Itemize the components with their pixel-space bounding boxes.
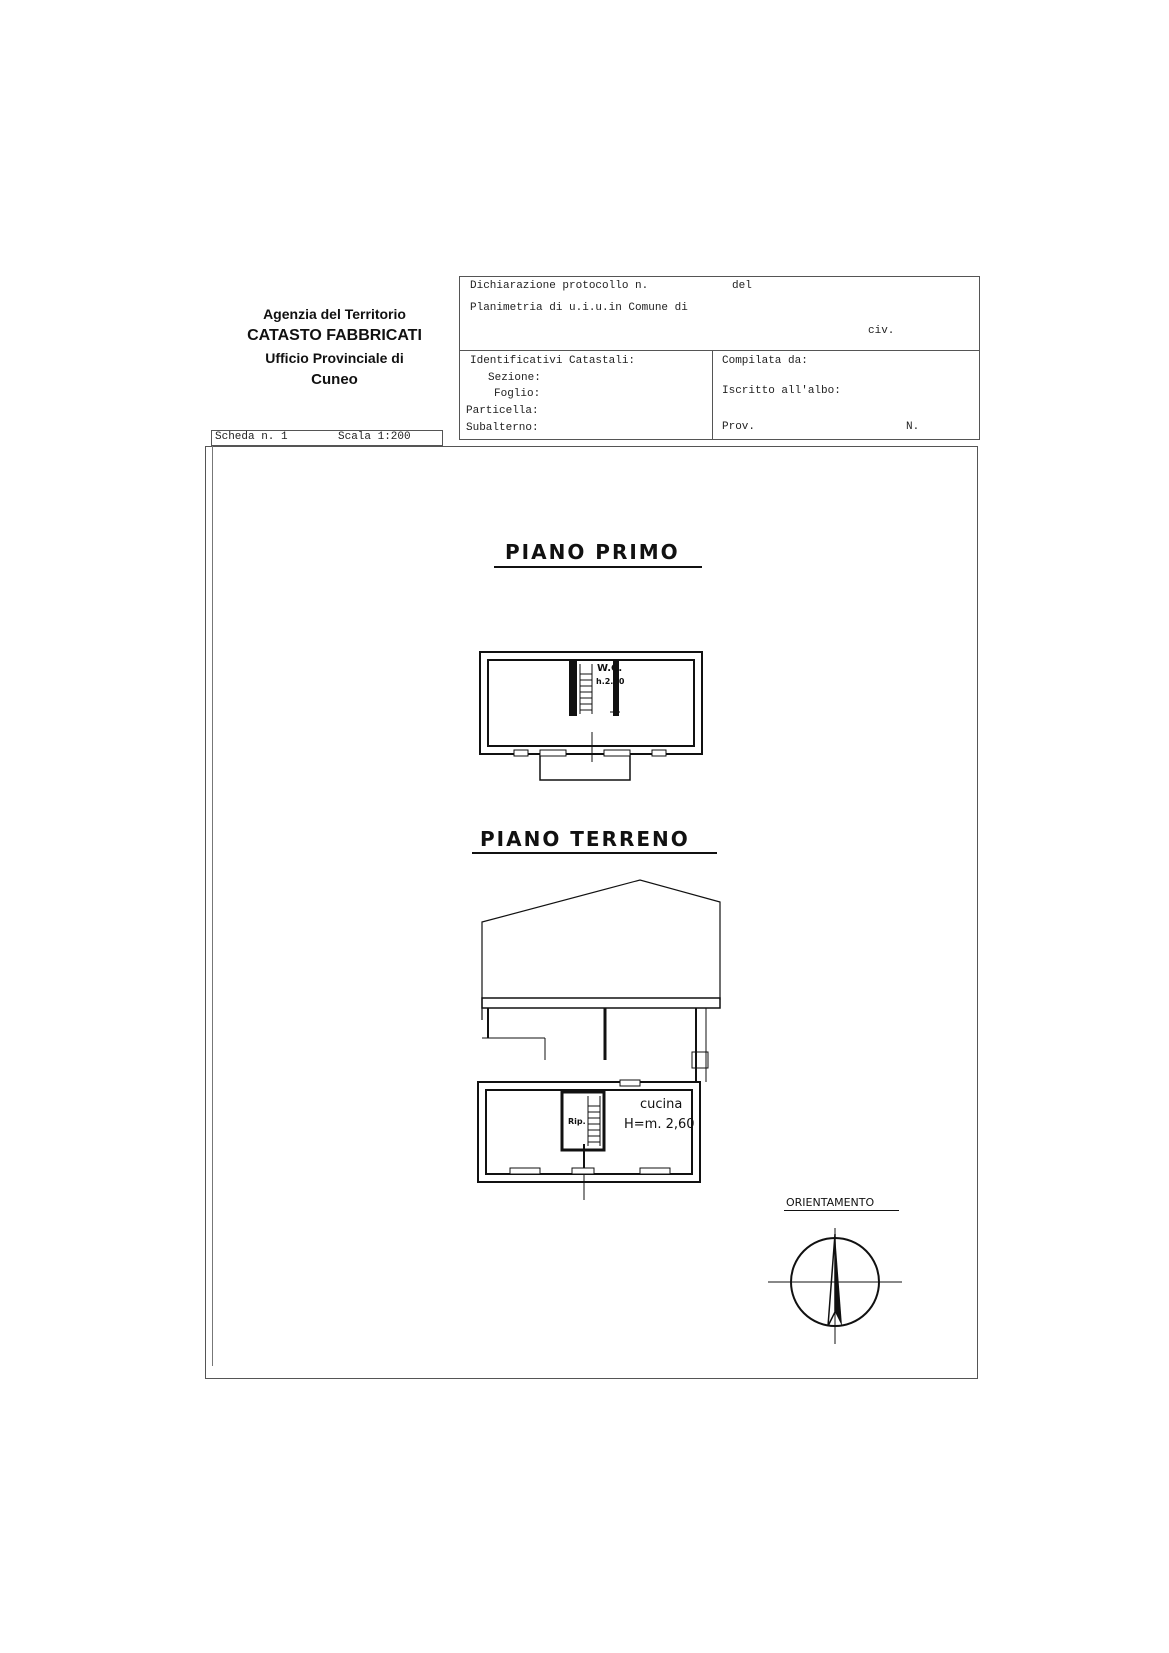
ground-floor-title: PIANO TERRENO — [480, 827, 690, 851]
upper-floor-plan — [470, 640, 720, 790]
frame-inner-left — [212, 446, 213, 1366]
upper-floor-title: PIANO PRIMO — [505, 540, 680, 564]
wc-label: W.C. — [597, 663, 623, 674]
iscritto-label: Iscritto all'albo: — [722, 385, 841, 397]
ground-floor-plan — [470, 870, 730, 1200]
agency-name: Agenzia del Territorio — [263, 306, 406, 322]
upper-floor-underline — [494, 566, 702, 568]
catasto-title: CATASTO FABBRICATI — [247, 327, 422, 344]
header-divider-h — [459, 350, 980, 351]
scheda-label: Scheda n. 1 — [215, 431, 288, 443]
planimetria-label: Planimetria di u.i.u.in Comune di — [470, 302, 688, 314]
subalterno-label: Subalterno: — [466, 422, 539, 434]
identificativi-label: Identificativi Catastali: — [470, 355, 636, 367]
office-label: Ufficio Provinciale di — [265, 350, 404, 366]
ground-floor-underline — [472, 852, 717, 854]
foglio-label: Foglio: — [494, 388, 541, 400]
agency-block — [232, 303, 437, 391]
sezione-label: Sezione: — [488, 372, 541, 384]
compilata-label: Compilata da: — [722, 355, 808, 367]
scala-label: Scala 1:200 — [338, 431, 411, 443]
orientation-underline — [784, 1210, 899, 1211]
rip-label: Rip. — [568, 1117, 586, 1126]
prov-label: Prov. — [722, 421, 756, 433]
dichiarazione-label: Dichiarazione protocollo n. — [470, 280, 649, 292]
particella-label: Particella: — [466, 405, 539, 417]
del-label: del — [732, 280, 752, 292]
wc-height: h.2.50 — [596, 677, 625, 686]
kitchen-label: cucina — [640, 1097, 683, 1112]
kitchen-height: H=m. 2,60 — [624, 1117, 695, 1132]
header-divider-v — [712, 350, 713, 440]
office-city: Cuneo — [311, 371, 358, 388]
north-arrow-icon — [768, 1228, 902, 1348]
n-label: N. — [906, 421, 920, 433]
civ-label: civ. — [868, 325, 895, 337]
orientation-label: ORIENTAMENTO — [786, 1196, 875, 1209]
